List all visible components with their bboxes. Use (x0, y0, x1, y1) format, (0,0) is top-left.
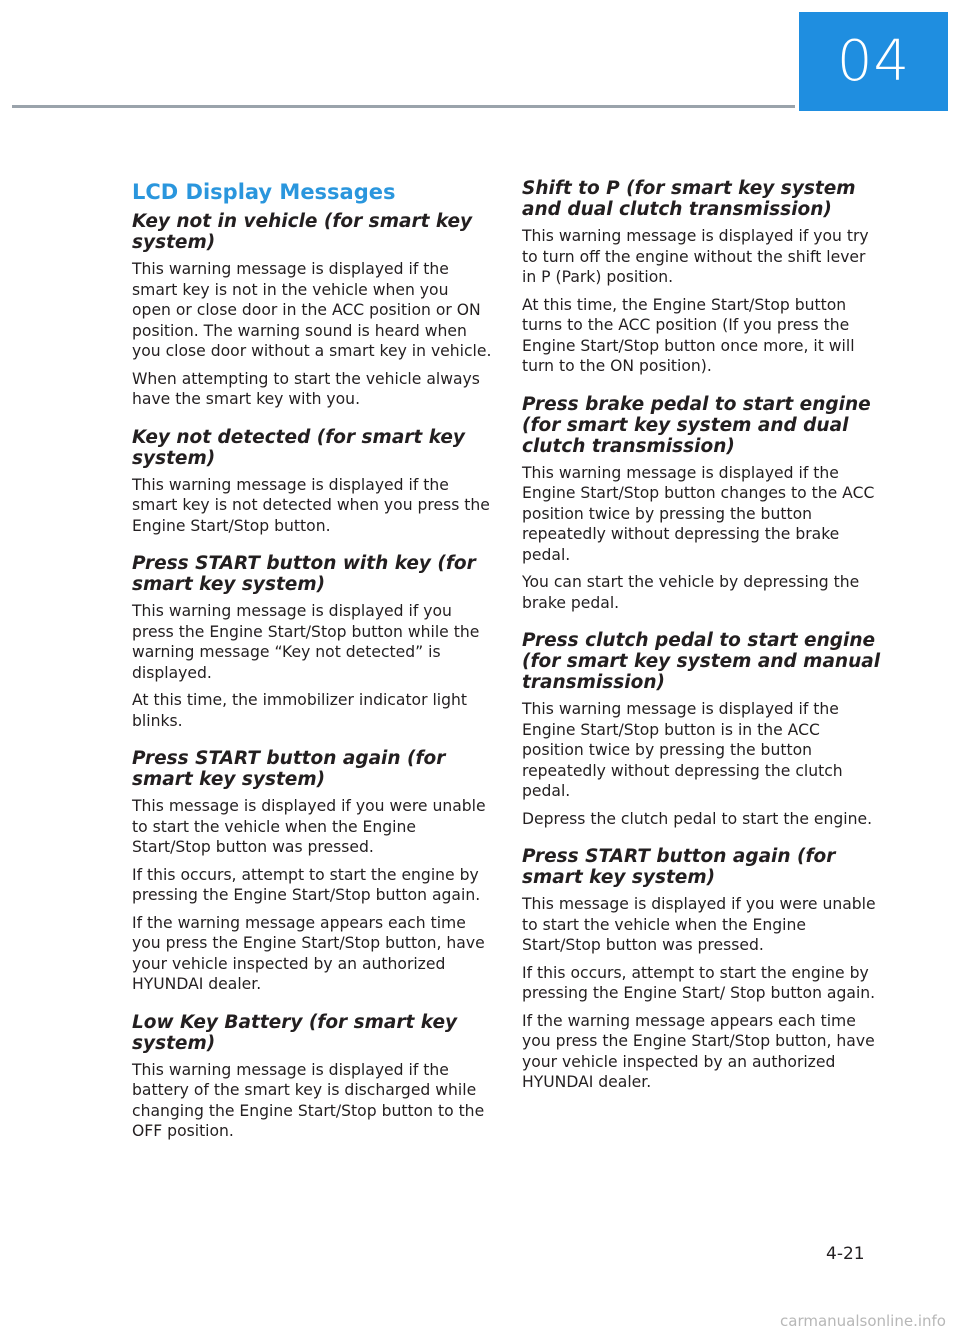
message-paragraph: This warning message is displayed if the battery of the smart key is discharged while changing the Engine Start/Stop button to the OFF position. (132, 1060, 485, 1140)
message-heading: Key not detected (for smart key system) (132, 426, 465, 469)
message-heading: Press START button again (for smart key system) (522, 846, 836, 888)
message-paragraph: When attempting to start the vehicle always have the smart key with you. (132, 369, 480, 408)
page-number: 4-21 (826, 1244, 865, 1264)
left-blocks (132, 211, 492, 1142)
message-paragraph: This message is displayed if you were unable to start the vehicle when the Engine Start/Stop button was pressed. (522, 895, 876, 954)
section-title: LCD Display Messages (132, 180, 396, 204)
right-blocks (522, 178, 884, 1093)
header-rule (12, 105, 795, 108)
message-paragraph: If the warning message appears each time you press the Engine Start/Stop button, have your vehicle inspected by an authorized HYUNDAI dealer. (522, 1011, 875, 1091)
message-paragraph: If this occurs, attempt to start the engine by pressing the Engine Start/Stop button again. (132, 865, 481, 904)
message-paragraph: This warning message is displayed if you try to turn off the engine without the shift lever in P (Park) position. (522, 227, 869, 286)
message-block (132, 211, 492, 410)
message-paragraph: At this time, the Engine Start/Stop button turns to the ACC position (If you press the Engine Start/Stop button once more, it will turn to the ON position). (522, 295, 855, 375)
message-block (522, 178, 884, 377)
message-block (132, 427, 492, 537)
watermark-text: carmanualsonline.info (780, 1312, 946, 1330)
message-paragraph: This warning message is displayed if the smart key is not in the vehicle when you open or close door in the ACC position or ON position. The warning sound is heard when you close door without a smart key in vehicle. (132, 260, 492, 360)
right-column (522, 178, 884, 1110)
message-heading: Press START button again (for smart key system) (132, 748, 446, 790)
message-paragraph: If this occurs, attempt to start the engine by pressing the Engine Start/ Stop button again. (522, 963, 876, 1002)
message-heading: Press brake pedal to start engine (for smart key system and dual clutch transmission) (522, 393, 871, 457)
message-paragraph: Depress the clutch pedal to start the engine. (522, 809, 873, 828)
message-block (522, 394, 884, 614)
message-heading: Key not in vehicle (for smart key system) (132, 211, 473, 253)
message-block (132, 748, 492, 995)
message-block (132, 553, 492, 731)
message-paragraph: At this time, the immobilizer indicator light blinks. (132, 691, 468, 730)
message-paragraph: This warning message is displayed if the Engine Start/Stop button changes to the ACC position twice by pressing the button repeatedly without depressing the brake pedal. (522, 463, 875, 564)
message-heading: Low Key Battery (for smart key system) (132, 1011, 458, 1054)
message-heading: Press clutch pedal to start engine (for smart key system and manual transmission) (522, 630, 881, 693)
message-block (522, 630, 884, 829)
message-paragraph: This warning message is displayed if the Engine Start/Stop button is in the ACC position twice by pressing the button repeatedly without depressing the clutch pedal. (522, 700, 843, 800)
message-paragraph: This warning message is displayed if the smart key is not detected when you press the Engine Start/Stop button. (132, 475, 490, 535)
chapter-tab: 04 (799, 12, 948, 111)
message-paragraph: You can start the vehicle by depressing the brake pedal. (522, 573, 860, 612)
message-paragraph: This message is displayed if you were unable to start the vehicle when the Engine Start/Stop button was pressed. (132, 797, 486, 856)
message-heading: Shift to P (for smart key system and dual clutch transmission) (522, 178, 856, 220)
message-paragraph: If the warning message appears each time you press the Engine Start/Stop button, have your vehicle inspected by an authorized HYUNDAI dealer. (132, 913, 485, 993)
message-block (522, 846, 884, 1093)
message-block (132, 1012, 492, 1142)
message-heading: Press START button with key (for smart key system) (132, 553, 476, 595)
message-paragraph: This warning message is displayed if you press the Engine Start/Stop button while the warning message “Key not detected” is displayed. (132, 602, 480, 682)
left-column (132, 178, 492, 1159)
